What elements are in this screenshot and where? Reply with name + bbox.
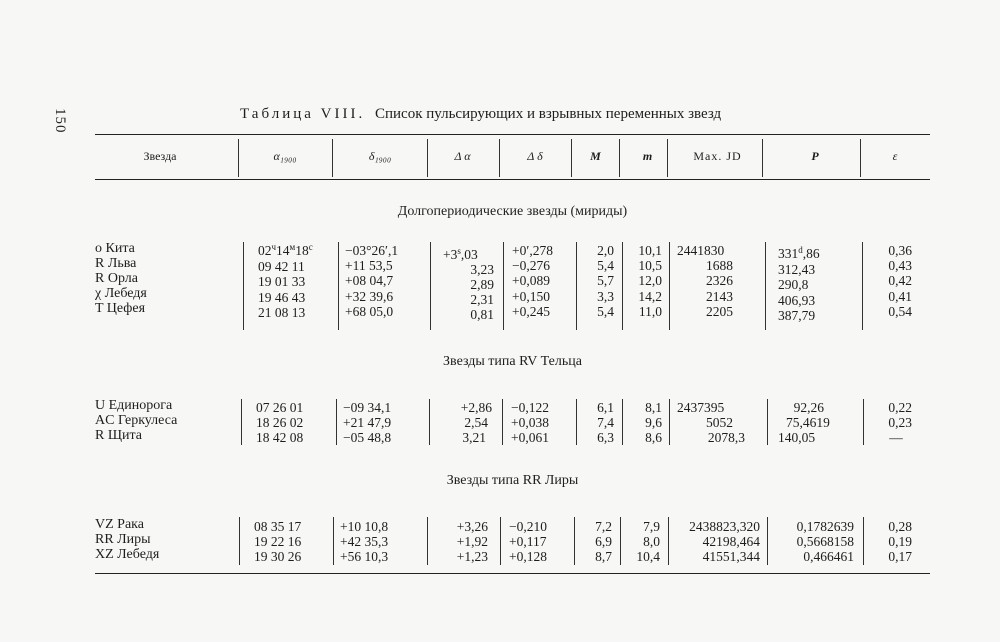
header-divider bbox=[499, 139, 500, 177]
cell-d-alpha: $+3^s,03$ bbox=[443, 246, 478, 262]
column-divider bbox=[669, 242, 670, 330]
cell-eccentricity: 0,41 bbox=[888, 289, 912, 304]
cell-star: o Кита bbox=[95, 241, 135, 256]
header-bottom-rule bbox=[95, 179, 930, 180]
column-divider bbox=[765, 242, 766, 330]
cell-delta: +32 39,6 bbox=[345, 289, 394, 304]
cell-eccentricity: 0,36 bbox=[888, 243, 912, 258]
column-divider bbox=[503, 242, 504, 330]
cell-max-jd: 2205 bbox=[706, 304, 733, 319]
cell-alpha: 07 26 01 bbox=[256, 400, 304, 415]
cell-d-delta: −0,122 bbox=[511, 400, 549, 415]
cell-eccentricity: 0,22 bbox=[888, 400, 912, 415]
section-title-rv-tauri: Звезды типа RV Тельца bbox=[443, 354, 582, 369]
column-divider bbox=[502, 399, 503, 445]
cell-period: 406,93 bbox=[778, 293, 816, 308]
cell-star: XZ Лебедя bbox=[95, 547, 160, 562]
cell-d-alpha: 3,23 bbox=[470, 262, 494, 277]
cell-alpha: $02^ч14^м18^с$ bbox=[258, 242, 313, 258]
cell-delta: +42 35,3 bbox=[340, 534, 389, 549]
cell-alpha: 19 22 16 bbox=[254, 534, 302, 549]
cell-d-delta: +0,117 bbox=[509, 534, 547, 549]
cell-max-jd: 5052 bbox=[706, 415, 733, 430]
cell-star: VZ Рака bbox=[95, 517, 144, 532]
header-divider bbox=[667, 139, 668, 177]
cell-d-alpha: +1,23 bbox=[456, 549, 488, 564]
header-M: M bbox=[590, 149, 601, 163]
cell-M: 7,4 bbox=[597, 415, 614, 430]
header-divider bbox=[332, 139, 333, 177]
cell-delta: −03°26′,1 bbox=[345, 243, 399, 258]
cell-d-delta: +0,038 bbox=[511, 415, 549, 430]
column-divider bbox=[241, 399, 242, 445]
cell-m: 8,1 bbox=[645, 400, 662, 415]
cell-delta: −05 48,8 bbox=[343, 430, 392, 445]
cell-alpha: 18 42 08 bbox=[256, 430, 304, 445]
cell-M: 2,0 bbox=[597, 243, 614, 258]
cell-eccentricity: 0,28 bbox=[888, 519, 912, 534]
header-divider bbox=[427, 139, 428, 177]
column-divider bbox=[668, 517, 669, 565]
cell-m: 12,0 bbox=[638, 273, 662, 288]
cell-max-jd: 2078,3 bbox=[707, 430, 745, 445]
column-divider bbox=[333, 517, 334, 565]
cell-max-jd: 42198,464 bbox=[702, 534, 760, 549]
cell-delta: +21 47,9 bbox=[343, 415, 392, 430]
column-divider bbox=[239, 517, 240, 565]
column-divider bbox=[620, 517, 621, 565]
cell-max-jd: 1688 bbox=[706, 258, 733, 273]
cell-star: R Орла bbox=[95, 271, 138, 286]
cell-star: AC Геркулеса bbox=[95, 413, 178, 428]
column-divider bbox=[622, 399, 623, 445]
cell-eccentricity: — bbox=[889, 430, 903, 445]
table-caption-text: Список пульсирующих и взрывных переменных звезд bbox=[374, 106, 722, 122]
cell-M: 8,7 bbox=[595, 549, 612, 564]
header-period: P bbox=[811, 149, 819, 163]
column-divider bbox=[336, 399, 337, 445]
cell-m: 10,4 bbox=[636, 549, 660, 564]
cell-alpha: 19 30 26 bbox=[254, 549, 302, 564]
cell-alpha: 18 26 02 bbox=[256, 415, 304, 430]
cell-d-alpha: 3,21 bbox=[462, 430, 486, 445]
cell-delta: +10 10,8 bbox=[340, 519, 389, 534]
table-caption-lead: Таблица VIII. bbox=[240, 106, 366, 122]
column-divider bbox=[427, 517, 428, 565]
cell-delta: +08 04,7 bbox=[345, 273, 394, 288]
header-divider bbox=[238, 139, 239, 177]
cell-d-delta: +0,061 bbox=[511, 430, 549, 445]
cell-star: U Единорога bbox=[95, 398, 173, 413]
cell-period: 331$^d$,86 bbox=[778, 245, 820, 261]
cell-eccentricity: 0,23 bbox=[888, 415, 912, 430]
column-divider bbox=[767, 399, 768, 445]
column-divider bbox=[576, 399, 577, 445]
cell-M: 6,1 bbox=[597, 400, 614, 415]
cell-period: 312,43 bbox=[778, 262, 816, 277]
section-title-rr-lyrae: Звезды типа RR Лиры bbox=[446, 473, 579, 488]
header-eccentricity: ε bbox=[892, 149, 898, 163]
page-number: 150 bbox=[52, 108, 68, 134]
bottom-rule bbox=[95, 573, 930, 574]
cell-d-delta: +0,150 bbox=[512, 289, 550, 304]
column-divider bbox=[574, 517, 575, 565]
column-divider bbox=[500, 517, 501, 565]
cell-d-delta: +0,089 bbox=[512, 273, 550, 288]
cell-max-jd: 2438823,320 bbox=[689, 519, 760, 534]
header-delta: δ₁₉₀₀ bbox=[368, 149, 392, 163]
column-divider bbox=[430, 242, 431, 330]
cell-eccentricity: 0,19 bbox=[888, 534, 912, 549]
header-divider bbox=[860, 139, 861, 177]
header-divider bbox=[571, 139, 572, 177]
column-divider bbox=[862, 242, 863, 330]
column-divider bbox=[863, 399, 864, 445]
cell-period: 92,26 bbox=[793, 400, 824, 415]
header-max-jd: Max. JD bbox=[693, 149, 742, 163]
cell-d-delta: +0′,278 bbox=[512, 243, 553, 258]
cell-M: 5,4 bbox=[597, 258, 614, 273]
cell-M: 5,7 bbox=[597, 273, 614, 288]
column-divider bbox=[243, 242, 244, 330]
cell-M: 3,3 bbox=[597, 289, 614, 304]
cell-alpha: 09 42 11 bbox=[258, 259, 305, 274]
cell-max-jd: 2441830 bbox=[677, 243, 725, 258]
cell-d-alpha: +2,86 bbox=[460, 400, 492, 415]
cell-star: T Цефея bbox=[95, 301, 146, 316]
cell-period: 0,466461 bbox=[803, 549, 854, 564]
cell-d-delta: +0,128 bbox=[509, 549, 547, 564]
table-caption bbox=[240, 106, 800, 123]
cell-star: R Льва bbox=[95, 256, 137, 271]
cell-m: 7,9 bbox=[643, 519, 660, 534]
cell-star: χ Лебедя bbox=[95, 286, 147, 301]
cell-d-alpha: +1,92 bbox=[456, 534, 488, 549]
cell-M: 5,4 bbox=[597, 304, 614, 319]
cell-star: RR Лиры bbox=[95, 532, 151, 547]
cell-eccentricity: 0,54 bbox=[888, 304, 912, 319]
cell-m: 8,6 bbox=[645, 430, 662, 445]
cell-d-alpha: +3,26 bbox=[456, 519, 488, 534]
cell-d-delta: −0,276 bbox=[512, 258, 550, 273]
column-divider bbox=[669, 399, 670, 445]
cell-period: 387,79 bbox=[778, 308, 816, 323]
header-divider bbox=[762, 139, 763, 177]
cell-period: 290,8 bbox=[778, 277, 809, 292]
cell-period: 0,5668158 bbox=[796, 534, 854, 549]
cell-M: 7,2 bbox=[595, 519, 612, 534]
cell-M: 6,9 bbox=[595, 534, 612, 549]
cell-d-alpha: 0,81 bbox=[470, 307, 494, 322]
cell-m: 10,5 bbox=[638, 258, 662, 273]
cell-d-delta: −0,210 bbox=[509, 519, 547, 534]
table-header bbox=[95, 137, 930, 179]
header-m: m bbox=[642, 149, 653, 163]
cell-d-alpha: 2,54 bbox=[464, 415, 488, 430]
cell-m: 9,6 bbox=[645, 415, 662, 430]
cell-star: R Щита bbox=[95, 428, 142, 443]
section-title-mirids: Долгопериодические звезды (мириды) bbox=[397, 204, 628, 219]
cell-alpha: 19 01 33 bbox=[258, 274, 306, 289]
cell-eccentricity: 0,42 bbox=[888, 273, 912, 288]
column-divider bbox=[767, 517, 768, 565]
cell-d-delta: +0,245 bbox=[512, 304, 550, 319]
header-d-delta: Δ δ bbox=[527, 149, 543, 163]
header-alpha: α₁₉₀₀ bbox=[273, 149, 297, 163]
column-divider bbox=[576, 242, 577, 330]
cell-m: 10,1 bbox=[638, 243, 662, 258]
cell-m: 11,0 bbox=[638, 304, 662, 319]
cell-m: 14,2 bbox=[638, 289, 662, 304]
column-divider bbox=[338, 242, 339, 330]
cell-eccentricity: 0,43 bbox=[888, 258, 912, 273]
cell-alpha: 21 08 13 bbox=[258, 305, 306, 320]
top-rule bbox=[95, 134, 930, 135]
cell-max-jd: 2326 bbox=[706, 273, 733, 288]
column-divider bbox=[622, 242, 623, 330]
cell-period: 75,4619 bbox=[786, 415, 830, 430]
column-divider bbox=[429, 399, 430, 445]
column-divider bbox=[863, 517, 864, 565]
header-star: Звезда bbox=[143, 149, 177, 163]
cell-period: 140,05 bbox=[778, 430, 816, 445]
cell-alpha: 19 46 43 bbox=[258, 290, 306, 305]
cell-eccentricity: 0,17 bbox=[888, 549, 912, 564]
cell-delta: −09 34,1 bbox=[343, 400, 392, 415]
cell-d-alpha: 2,31 bbox=[470, 292, 494, 307]
cell-delta: +68 05,0 bbox=[345, 304, 394, 319]
cell-max-jd: 2437395 bbox=[677, 400, 725, 415]
cell-delta: +56 10,3 bbox=[340, 549, 389, 564]
cell-alpha: 08 35 17 bbox=[254, 519, 302, 534]
cell-M: 6,3 bbox=[597, 430, 614, 445]
cell-max-jd: 2143 bbox=[706, 289, 733, 304]
header-divider bbox=[619, 139, 620, 177]
cell-max-jd: 41551,344 bbox=[702, 549, 760, 564]
cell-m: 8,0 bbox=[643, 534, 660, 549]
header-d-alpha: Δ α bbox=[454, 149, 471, 163]
cell-d-alpha: 2,89 bbox=[470, 277, 494, 292]
cell-delta: +11 53,5 bbox=[345, 258, 393, 273]
cell-period: 0,1782639 bbox=[796, 519, 854, 534]
